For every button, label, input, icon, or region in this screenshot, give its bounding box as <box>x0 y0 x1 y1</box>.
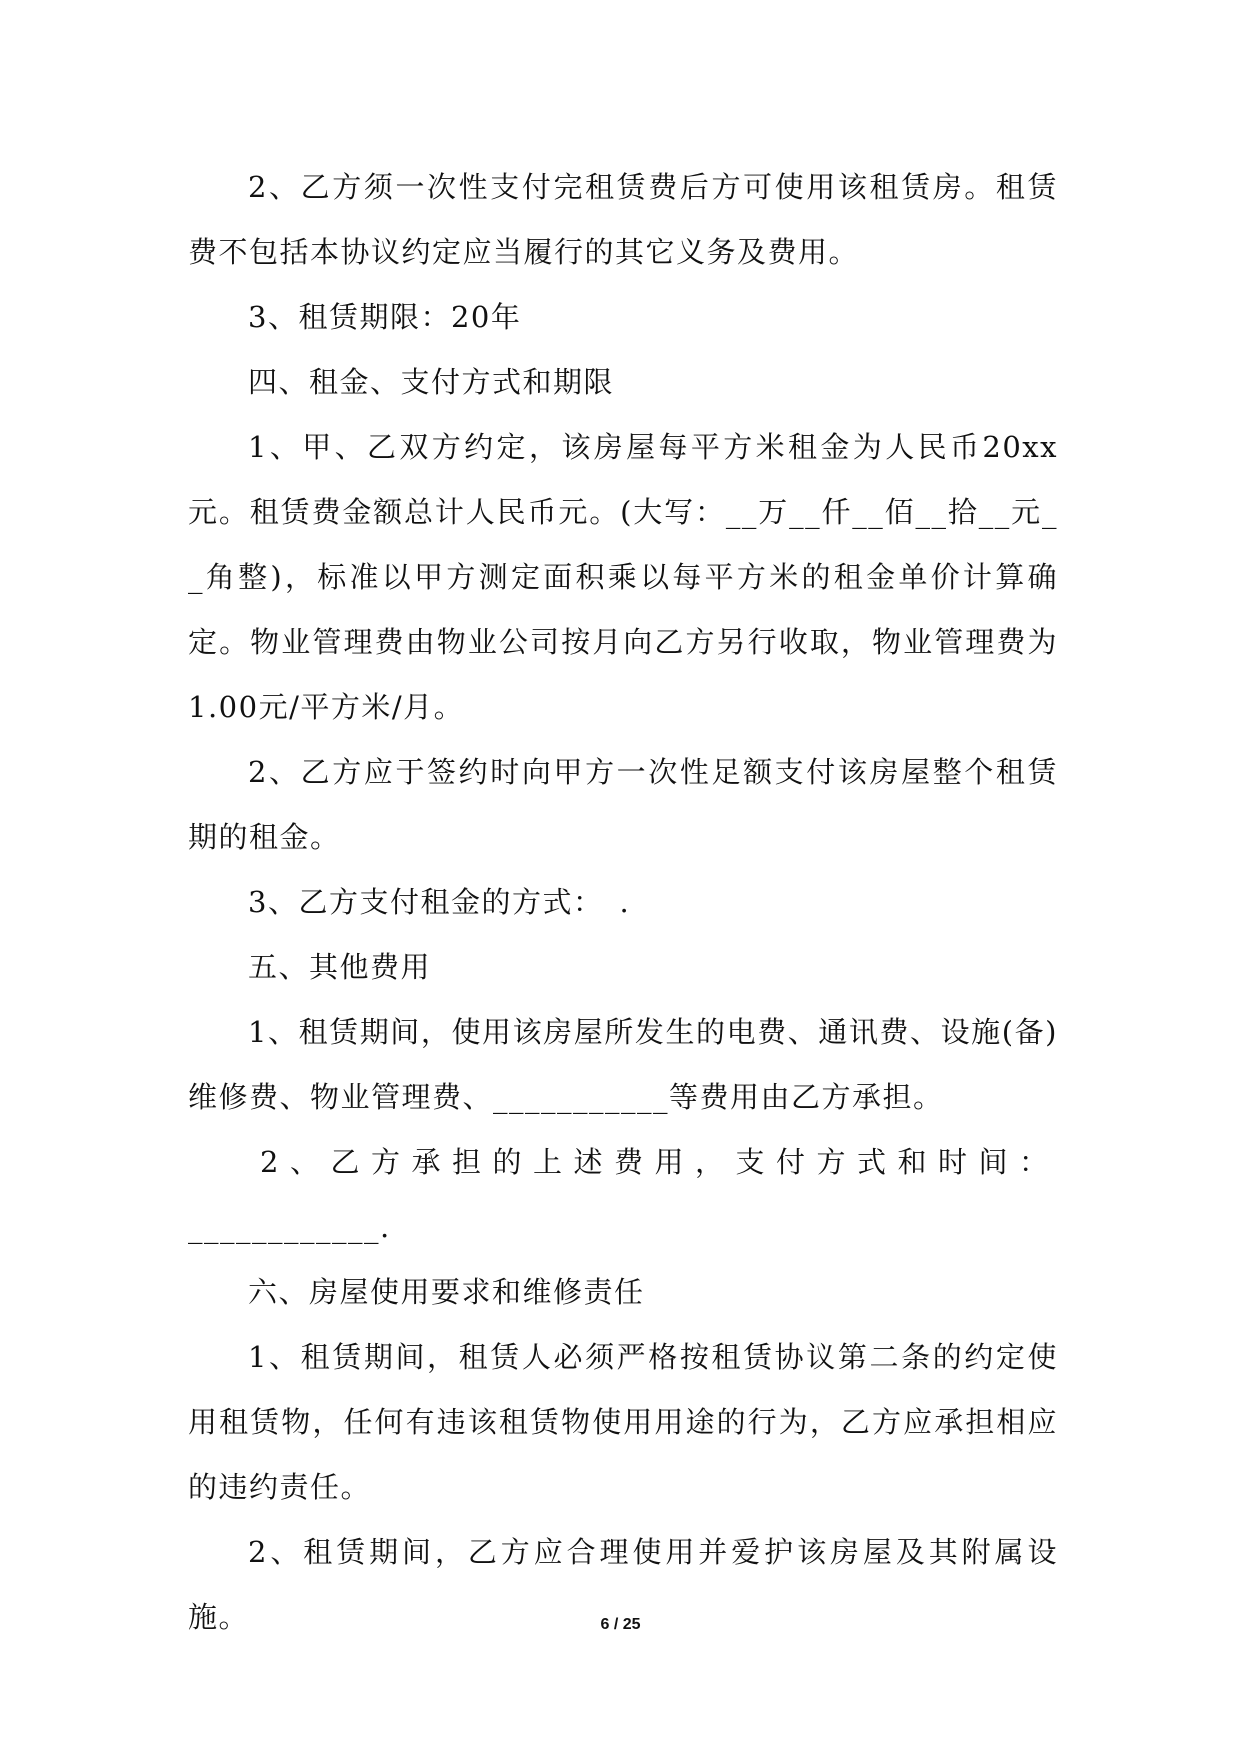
paragraph-care-of-facilities: 2、租赁期间，乙方应合理使用并爱护该房屋及其附属设施。 <box>188 1535 1058 1634</box>
paragraph-fees-borne-by-tenant: 1、租赁期间，使用该房屋所发生的电费、通讯费、设施(备)维修费、物业管理费、___________等费用由乙方承担。 <box>188 1015 1058 1114</box>
section-heading-rent: 四、租金、支付方式和期限 <box>248 365 615 399</box>
paragraph-rent-payment-method: 3、乙方支付租金的方式： . <box>248 885 631 919</box>
paragraph-rent-amount: 1、甲、乙双方约定，该房屋每平方米租金为人民币20xx元。租赁费金额总计人民币元。(大写：__万__仟__佰__拾__元__角整)，标准以甲方测定面积乘以每平方米的租金单价计算确定。物业管理费由物业公司按月向乙方另行收取，物业管理费为1.00元/平方米/月。 <box>188 430 1058 724</box>
paragraph-fee-payment-method: 2、乙方承担的上述费用，支付方式和时间： <box>260 1145 1058 1179</box>
section-heading-usage-maintenance: 六、房屋使用要求和维修责任 <box>248 1275 645 1309</box>
paragraph-lease-term: 3、租赁期限：20年 <box>248 300 522 334</box>
document-body <box>188 155 1058 1650</box>
page-number: 6 / 25 <box>600 1616 641 1633</box>
blank-line-fee-payment: ____________. <box>188 1210 391 1244</box>
section-heading-other-fees: 五、其他费用 <box>248 950 432 984</box>
paragraph-rent-payment-time: 2、乙方应于签约时向甲方一次性足额支付该房屋整个租赁期的租金。 <box>188 755 1058 854</box>
paragraph-payment-before-use: 2、乙方须一次性支付完租赁费后方可使用该租赁房。租赁费不包括本协议约定应当履行的其它义务及费用。 <box>188 170 1058 269</box>
paragraph-usage-terms: 1、租赁期间，租赁人必须严格按租赁协议第二条的约定使用租赁物，任何有违该租赁物使用用途的行为，乙方应承担相应的违约责任。 <box>188 1340 1058 1504</box>
